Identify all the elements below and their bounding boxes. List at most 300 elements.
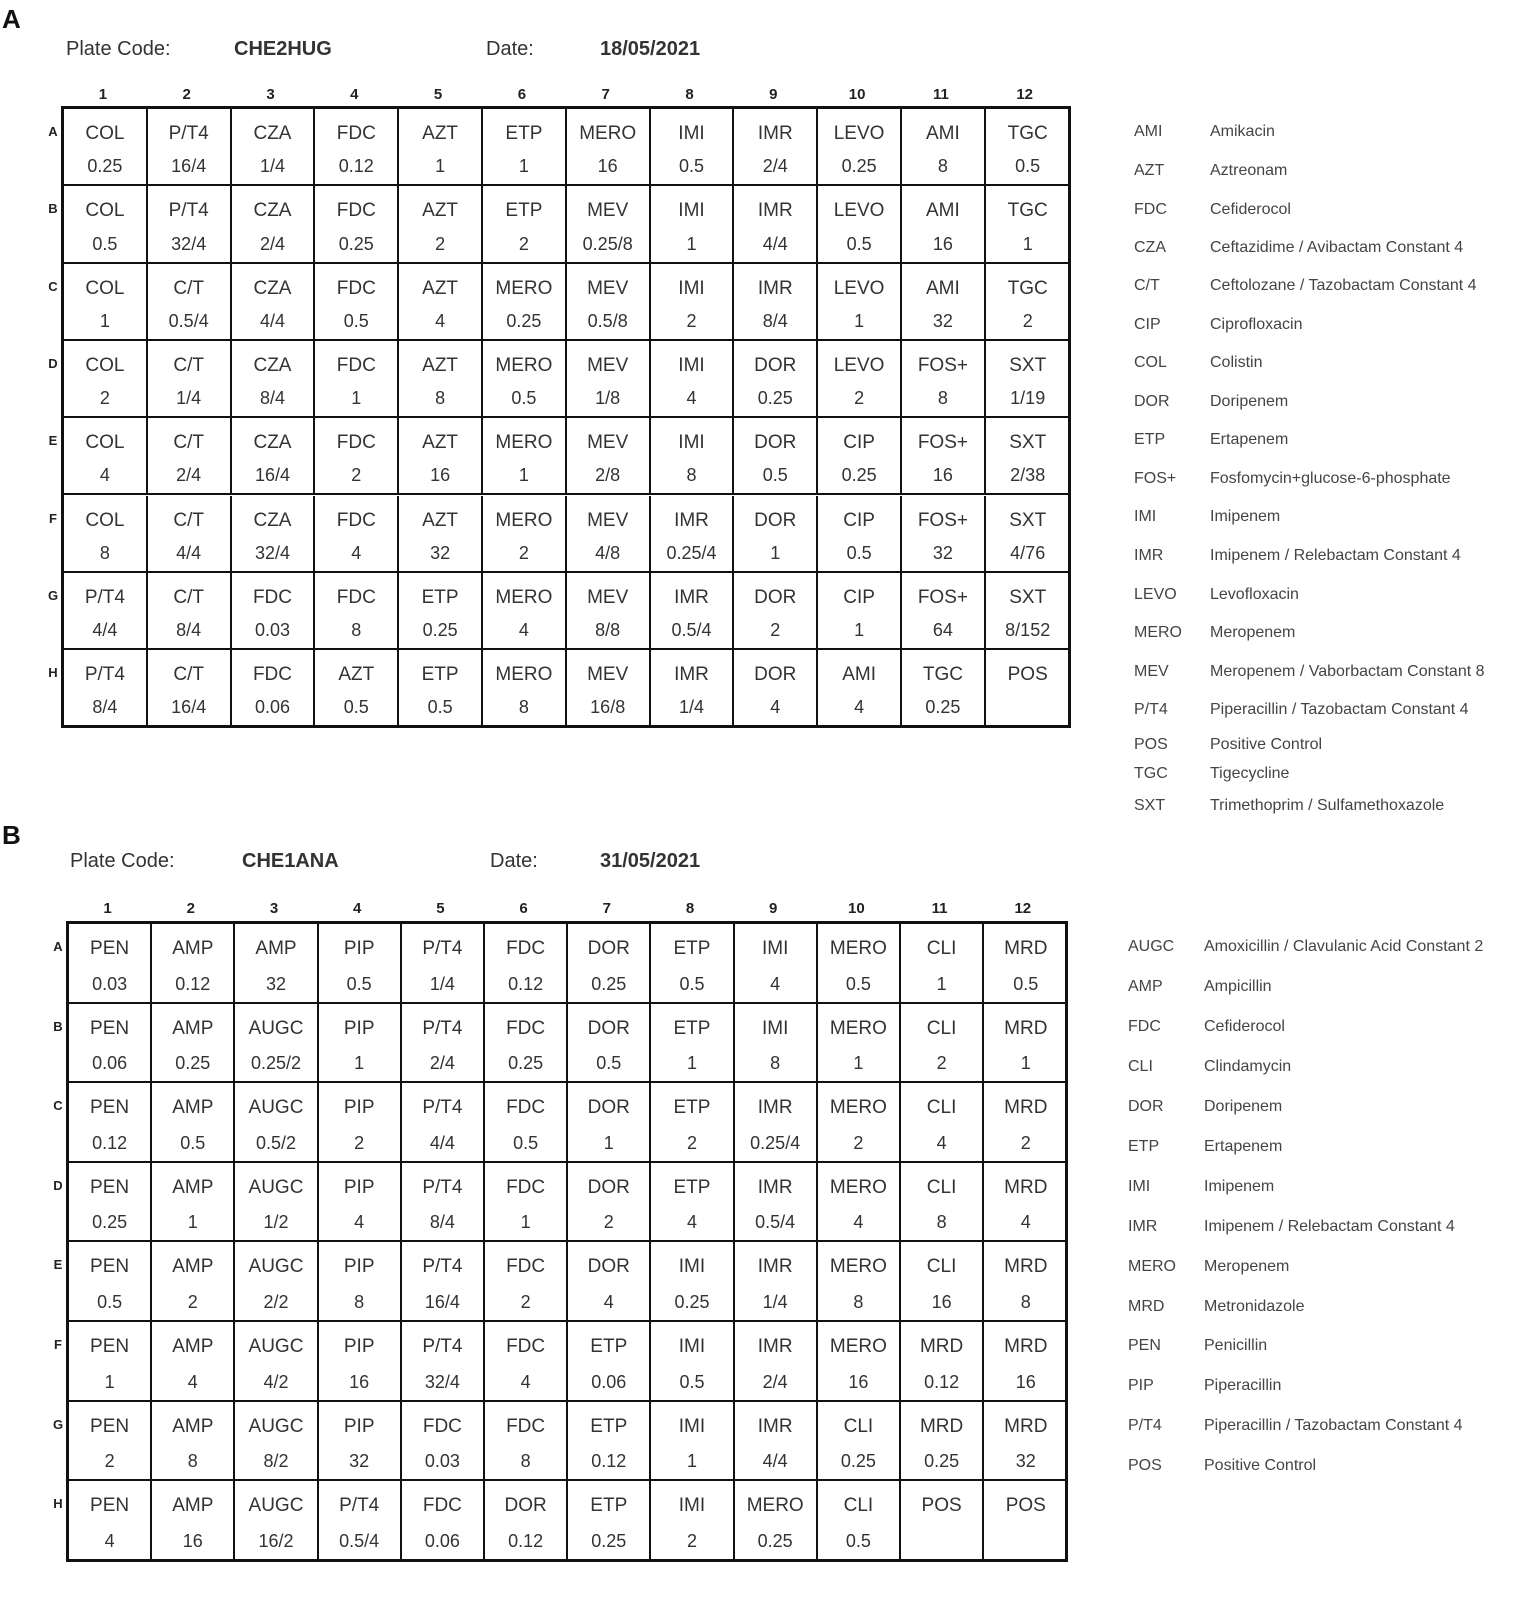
plate-well: [734, 573, 818, 650]
plate-grid: [61, 106, 1071, 728]
plate-well: [64, 573, 148, 650]
legend-abbreviation: POS: [1134, 736, 1168, 753]
well-drug: DOR: [754, 432, 797, 454]
panel-letter: A: [2, 4, 21, 34]
well-drug: DOR: [754, 509, 797, 531]
legend-entry: [1134, 162, 1534, 184]
well-concentration: 1: [104, 1371, 115, 1392]
plate-well: [399, 573, 483, 650]
well-drug: ETP: [590, 1336, 628, 1357]
well-drug: COL: [85, 200, 125, 222]
well-concentration: 1/4: [678, 697, 704, 718]
well-concentration: 0.25: [840, 1451, 876, 1472]
well-concentration: 2/4: [176, 465, 202, 486]
well-concentration: 8: [853, 1291, 864, 1312]
well-concentration: 32: [349, 1451, 370, 1472]
column-number: 3: [266, 86, 275, 103]
well-drug: P/T4: [422, 1097, 463, 1119]
row-label: G: [47, 587, 59, 603]
legend-entry: [1134, 354, 1534, 376]
well-drug: AZT: [422, 277, 459, 299]
well-concentration: 0.06: [424, 1530, 460, 1551]
legend-drug-name: Amoxicillin / Clavulanic Acid Constant 2: [1204, 938, 1484, 955]
well-drug: MRD: [1004, 1097, 1048, 1119]
well-concentration: 4: [187, 1371, 198, 1392]
well-drug: DOR: [587, 938, 630, 959]
well-drug: FDC: [336, 432, 376, 454]
well-concentration: 0.25: [87, 156, 123, 177]
plate-well: [319, 1004, 402, 1084]
well-drug: MERO: [829, 1017, 887, 1039]
well-concentration: 4/2: [263, 1371, 289, 1392]
well-concentration: 1: [1020, 1053, 1031, 1074]
well-concentration: 0.25: [508, 1053, 544, 1074]
plate-well: [152, 1322, 235, 1402]
legend-entry: [1134, 547, 1534, 569]
plate-well: [232, 186, 316, 263]
well-concentration: 4: [351, 542, 362, 563]
well-concentration: 0.25/4: [666, 542, 717, 563]
well-drug: LEVO: [833, 123, 885, 144]
plate-code-value: CHE1ANA: [242, 850, 339, 872]
well-concentration: 0.5: [762, 465, 788, 486]
plate-grid: [66, 921, 1068, 1562]
well-concentration: 2/38: [1010, 465, 1046, 486]
plate-well: [735, 1322, 818, 1402]
plate-well: [986, 573, 1070, 650]
well-concentration: 8/152: [1005, 620, 1051, 641]
well-drug: MEV: [587, 277, 629, 299]
well-drug: IMI: [678, 277, 705, 299]
well-concentration: 2/4: [259, 233, 285, 254]
well-drug: FDC: [422, 1495, 462, 1517]
well-concentration: 0.25: [925, 697, 961, 718]
well-concentration: 2/8: [595, 465, 621, 486]
well-drug: ETP: [505, 123, 543, 144]
well-drug: CLI: [843, 1495, 874, 1517]
well-drug: POS: [1007, 664, 1048, 686]
legend-abbreviation: POS: [1128, 1457, 1162, 1474]
column-number: 3: [269, 900, 279, 917]
well-concentration: 4: [853, 1212, 864, 1233]
well-drug: COL: [85, 509, 125, 531]
plate-well: [901, 1004, 984, 1084]
plate-well: [986, 109, 1070, 186]
well-drug: AUGC: [248, 1256, 304, 1278]
well-drug: MERO: [829, 1097, 887, 1119]
plate-well: [485, 1322, 568, 1402]
well-concentration: 0.25: [92, 1212, 128, 1233]
well-concentration: 4: [936, 1132, 947, 1153]
plate-well: [148, 109, 232, 186]
well-concentration: 0.5: [346, 973, 372, 994]
well-concentration: 0.12: [924, 1371, 960, 1392]
plate-well: [901, 1481, 984, 1561]
legend-entry: [1128, 1258, 1528, 1280]
plate-well: [651, 418, 735, 495]
plate-well: [64, 650, 148, 727]
well-drug: PEN: [90, 1256, 130, 1278]
plate-well: [651, 1322, 734, 1402]
plate-well: [399, 650, 483, 727]
well-concentration: 0.5/4: [755, 1212, 796, 1233]
well-concentration: 16: [1015, 1371, 1036, 1392]
well-drug: PEN: [90, 1336, 130, 1357]
well-drug: AZT: [422, 509, 459, 531]
legend-entry: [1134, 123, 1534, 145]
well-drug: CLI: [926, 1176, 957, 1198]
plate-well: [315, 186, 399, 263]
legend-abbreviation: FOS+: [1134, 470, 1177, 487]
legend-entry: [1134, 736, 1534, 758]
well-concentration: 0.5/4: [168, 310, 209, 331]
well-concentration: 16: [932, 465, 953, 486]
well-drug: MERO: [829, 1176, 887, 1198]
well-concentration: 1/4: [176, 388, 202, 409]
plate-well: [319, 1322, 402, 1402]
well-drug: SXT: [1009, 586, 1047, 608]
plate-well: [402, 1322, 485, 1402]
well-concentration: 0.25: [422, 620, 458, 641]
plate-well: [986, 418, 1070, 495]
plate-well: [984, 1402, 1067, 1482]
legend-drug-name: Positive Control: [1204, 1457, 1317, 1474]
row-label: F: [49, 510, 57, 526]
plate-well: [984, 1083, 1067, 1163]
row-label: D: [48, 355, 58, 371]
plate-well: [818, 1322, 901, 1402]
legend-abbreviation: MRD: [1128, 1298, 1165, 1315]
legend-abbreviation: P/T4: [1134, 701, 1168, 718]
well-drug: CIP: [843, 586, 875, 608]
well-concentration: 16: [430, 465, 451, 486]
legend-drug-name: Colistin: [1210, 354, 1263, 371]
well-concentration: 2: [187, 1291, 198, 1312]
well-concentration: 0.5: [846, 542, 872, 563]
well-drug: AMI: [842, 664, 876, 686]
plate-well: [148, 264, 232, 341]
well-concentration: 2: [354, 1132, 365, 1153]
well-drug: FDC: [336, 123, 376, 144]
plate-well: [235, 1242, 318, 1322]
plate-well: [567, 496, 651, 573]
well-concentration: 0.5/4: [339, 1530, 380, 1551]
well-drug: FDC: [336, 509, 376, 531]
legend-entry: [1134, 508, 1534, 530]
column-number: 9: [769, 900, 778, 917]
legend-abbreviation: MEV: [1134, 663, 1169, 680]
well-concentration: 4: [520, 1371, 531, 1392]
well-drug: MERO: [829, 938, 887, 959]
plate-well: [485, 1481, 568, 1561]
well-drug: AMP: [172, 1017, 214, 1039]
plate-well: [315, 264, 399, 341]
well-concentration: 64: [932, 620, 953, 641]
well-concentration: 8/4: [762, 310, 788, 331]
well-concentration: 4: [518, 620, 529, 641]
well-concentration: 16/4: [424, 1291, 460, 1312]
plate-well: [319, 1083, 402, 1163]
plate-well: [399, 418, 483, 495]
well-concentration: 1/19: [1010, 388, 1046, 409]
well-concentration: 16: [932, 233, 953, 254]
plate-well: [152, 1083, 235, 1163]
legend-entry: [1134, 239, 1534, 261]
well-drug: FDC: [506, 1336, 546, 1357]
well-drug: IMR: [757, 1415, 793, 1437]
well-concentration: 0.25: [841, 465, 877, 486]
well-drug: FDC: [506, 1256, 546, 1278]
legend-drug-name: Imipenem / Relebactam Constant 4: [1204, 1218, 1455, 1235]
plate-well: [568, 1322, 651, 1402]
column-number: 6: [517, 86, 527, 103]
well-drug: P/T4: [84, 664, 125, 686]
plate-well: [734, 186, 818, 263]
well-drug: P/T4: [422, 1176, 463, 1198]
well-concentration: 1: [854, 620, 865, 641]
well-drug: IMR: [757, 277, 793, 299]
well-drug: MRD: [1004, 1176, 1048, 1198]
plate-well: [69, 1322, 152, 1402]
row-label: H: [48, 665, 58, 681]
well-drug: IMR: [757, 123, 793, 144]
legend-drug-name: Clindamycin: [1204, 1058, 1292, 1075]
well-drug: MERO: [829, 1336, 887, 1357]
well-drug: SXT: [1009, 509, 1047, 531]
well-drug: DOR: [754, 354, 797, 376]
well-drug: AMP: [172, 1176, 214, 1198]
plate-well: [818, 650, 902, 727]
legend-drug-name: Metronidazole: [1204, 1298, 1305, 1315]
legend-abbreviation: AMI: [1134, 123, 1163, 140]
well-drug: LEVO: [833, 200, 885, 222]
well-drug: IMI: [678, 1495, 706, 1517]
well-concentration: 2/4: [762, 1371, 788, 1392]
plate-well: [818, 1083, 901, 1163]
plate-well: [152, 1242, 235, 1322]
plate-well: [483, 341, 567, 418]
plate-well: [402, 1163, 485, 1243]
legend-drug-name: Amikacin: [1210, 123, 1275, 140]
well-concentration: 8: [770, 1053, 781, 1074]
well-drug: ETP: [590, 1495, 628, 1517]
plate-well: [483, 496, 567, 573]
legend-drug-name: Imipenem / Relebactam Constant 4: [1210, 547, 1461, 564]
well-concentration: 16/2: [258, 1530, 294, 1551]
well-concentration: 1: [603, 1132, 614, 1153]
well-concentration: 0.25: [924, 1451, 960, 1472]
plate-well: [399, 264, 483, 341]
plate-well: [232, 109, 316, 186]
legend-abbreviation: CIP: [1134, 316, 1161, 333]
legend-entry: [1134, 701, 1534, 723]
well-drug: FDC: [252, 664, 293, 686]
well-concentration: 4: [770, 697, 781, 718]
well-concentration: 4/4: [176, 542, 202, 563]
well-drug: CZA: [253, 277, 292, 299]
well-drug: CIP: [843, 509, 875, 531]
well-concentration: 0.03: [254, 620, 291, 641]
well-drug: AUGC: [248, 1017, 304, 1039]
plate-well: [69, 924, 152, 1004]
well-drug: C/T: [173, 432, 204, 454]
well-concentration: 1: [854, 310, 865, 331]
well-concentration: 2: [936, 1053, 947, 1074]
well-concentration: 0.06: [254, 697, 291, 718]
well-concentration: 2: [686, 1530, 697, 1551]
well-drug: FDC: [336, 200, 376, 222]
well-drug: P/T4: [168, 200, 209, 222]
well-drug: IMI: [678, 432, 705, 454]
well-concentration: 4: [1020, 1212, 1031, 1233]
column-number: 7: [601, 86, 610, 103]
well-concentration: 4: [104, 1530, 115, 1551]
plate-well: [568, 924, 651, 1004]
well-drug: COL: [85, 123, 125, 144]
well-concentration: 2/4: [429, 1053, 455, 1074]
well-concentration: 0.5: [343, 310, 369, 331]
legend-drug-name: Meropenem: [1204, 1258, 1290, 1275]
plate-well: [64, 264, 148, 341]
well-drug: IMI: [678, 1256, 706, 1278]
well-drug: MERO: [495, 432, 553, 454]
well-drug: AMP: [172, 1495, 214, 1517]
column-number: 12: [1014, 900, 1032, 917]
well-drug: PIP: [343, 938, 375, 959]
plate-well: [568, 1481, 651, 1561]
plate-well: [152, 924, 235, 1004]
well-concentration: 0.25: [841, 156, 877, 177]
well-concentration: 4: [686, 1212, 697, 1233]
plate-well: [984, 924, 1067, 1004]
well-drug: DOR: [587, 1017, 630, 1039]
well-drug: AMI: [926, 123, 960, 144]
well-drug: POS: [1005, 1495, 1046, 1517]
well-drug: FDC: [506, 1176, 546, 1198]
well-drug: P/T4: [339, 1495, 380, 1517]
column-number: 2: [186, 900, 195, 917]
legend-abbreviation: MERO: [1128, 1258, 1176, 1275]
plate-well: [651, 264, 735, 341]
well-concentration: 0.5: [846, 233, 872, 254]
plate-well: [319, 924, 402, 1004]
legend-abbreviation: MERO: [1134, 624, 1182, 641]
well-concentration: 2: [770, 620, 781, 641]
well-concentration: 1: [686, 1451, 697, 1472]
plate-well: [64, 418, 148, 495]
legend-entry: [1134, 393, 1534, 415]
plate-well: [232, 264, 316, 341]
plate-well: [818, 1481, 901, 1561]
legend-drug-name: Meropenem / Vaborbactam Constant 8: [1210, 663, 1485, 680]
well-concentration: 0.25: [338, 233, 374, 254]
well-concentration: 1: [686, 1053, 697, 1074]
plate-well: [64, 496, 148, 573]
well-concentration: 0.25: [175, 1053, 211, 1074]
well-concentration: 8: [937, 388, 948, 409]
legend-drug-name: Cefiderocol: [1204, 1018, 1285, 1035]
well-drug: FDC: [336, 586, 376, 608]
plate-well: [818, 109, 902, 186]
well-drug: C/T: [173, 586, 204, 608]
well-concentration: 0.5/4: [671, 620, 712, 641]
plate-well: [986, 341, 1070, 418]
plate-well: [902, 341, 986, 418]
well-drug: PEN: [90, 938, 130, 959]
well-drug: FDC: [506, 1415, 546, 1437]
plate-well: [901, 1083, 984, 1163]
well-concentration: 0.12: [591, 1451, 627, 1472]
legend-abbreviation: DOR: [1134, 393, 1170, 410]
well-concentration: 4/4: [762, 233, 788, 254]
well-drug: P/T4: [422, 1017, 463, 1039]
plate-well: [483, 186, 567, 263]
well-concentration: 2: [686, 1132, 697, 1153]
plate-well: [232, 341, 316, 418]
well-drug: DOR: [587, 1256, 630, 1278]
plate-well: [651, 1163, 734, 1243]
plate-well: [64, 186, 148, 263]
plate-well: [152, 1402, 235, 1482]
well-drug: CZA: [253, 432, 292, 454]
well-concentration: 4/4: [429, 1132, 455, 1153]
row-label: E: [53, 1257, 63, 1273]
plate-well: [152, 1004, 235, 1084]
plate-well: [235, 1004, 318, 1084]
plate-well: [232, 573, 316, 650]
plate-code-value: CHE2HUG: [234, 38, 332, 60]
well-concentration: 32: [265, 973, 286, 994]
legend-drug-name: Ertapenem: [1204, 1138, 1283, 1155]
date-label: Date:: [490, 850, 538, 872]
plate-well: [986, 264, 1070, 341]
well-drug: CLI: [926, 1256, 957, 1278]
well-drug: FDC: [336, 277, 376, 299]
plate-well: [319, 1481, 402, 1561]
plate-well: [568, 1163, 651, 1243]
well-drug: ETP: [673, 938, 711, 959]
legend-drug-name: Levofloxacin: [1210, 586, 1299, 603]
legend-entry: [1128, 938, 1528, 960]
legend-entry: [1134, 586, 1534, 608]
row-label: C: [48, 278, 58, 294]
well-concentration: 8: [518, 697, 529, 718]
well-concentration: 0.03: [92, 973, 128, 994]
legend-drug-name: Meropenem: [1210, 624, 1296, 641]
well-concentration: 1: [853, 1053, 864, 1074]
plate-well: [148, 341, 232, 418]
legend-entry: [1128, 1377, 1528, 1399]
well-concentration: 16/4: [171, 156, 207, 177]
well-drug: FOS+: [917, 586, 968, 608]
well-drug: POS: [921, 1495, 962, 1517]
plate-well: [483, 264, 567, 341]
plate-well: [402, 1402, 485, 1482]
legend-entry: [1128, 1457, 1528, 1479]
legend-abbreviation: P/T4: [1128, 1417, 1162, 1434]
legend-abbreviation: IMR: [1128, 1218, 1158, 1235]
legend-drug-name: Imipenem: [1210, 508, 1281, 525]
well-drug: SXT: [1009, 354, 1047, 376]
plate-well: [402, 1481, 485, 1561]
plate-well: [818, 1402, 901, 1482]
well-concentration: 8: [937, 156, 948, 177]
well-concentration: 4: [686, 388, 697, 409]
plate-code-label: Plate Code:: [66, 38, 171, 60]
well-drug: IMI: [678, 1336, 706, 1357]
legend-abbreviation: LEVO: [1134, 586, 1177, 603]
legend-drug-name: Ceftazidime / Avibactam Constant 4: [1210, 239, 1464, 256]
